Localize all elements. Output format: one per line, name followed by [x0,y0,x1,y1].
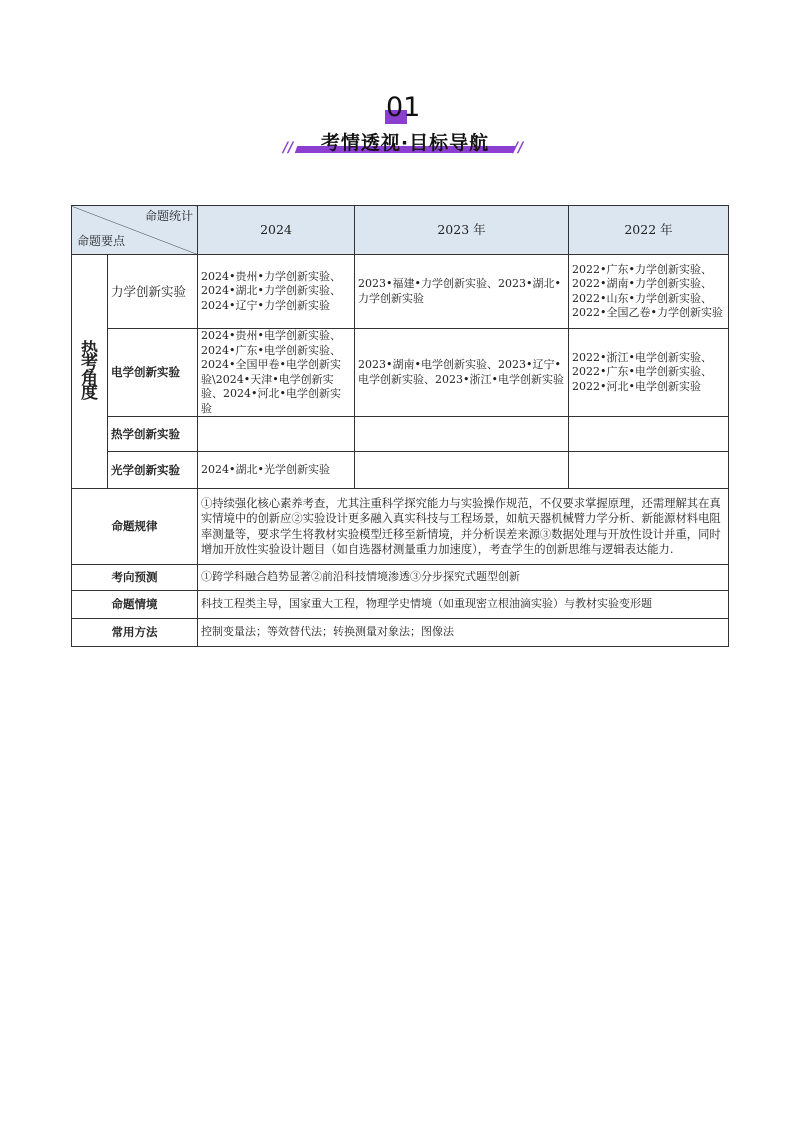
slash-left-decoration: // [283,140,294,156]
table-row [72,255,729,329]
corner-label-stats: 命题统计 [144,209,193,223]
table-cell: 2024•贵州•力学创新实验、2024•湖北•力学创新实验、2024•辽宁•力学创新实验 [198,255,355,329]
summary-label: 常用方法 [72,619,198,647]
year-header: 2023 年 [355,206,569,255]
group-label-hot-topics [72,255,108,489]
year-header: 2024 [198,206,355,255]
table-cell [198,417,355,452]
year-header: 2022 年 [569,206,729,255]
summary-text: ①持续强化核心素养考查，尤其注重科学探究能力与实验操作规范，不仅要求掌握原理，还需理解其在真实情境中的创新应②实验设计更多融入真实科技与工程场景，如航天器机械臂力学分析、新能源材料电阻率测量等，要求学生将教材实验模型迁移至新情境，并分析误差来源③数据处理与开放性设计并重，同时增加开放性实验设计题目（如自选器材测量重力加速度），考查学生的创新思维与逻辑表达能力. [198,489,729,565]
group-label-char: 热 [81,339,98,360]
summary-text: ①跨学科融合趋势显著②前沿科技情境渗透③分步探究式题型创新 [198,565,729,591]
table-cell: 2024•贵州•电学创新实验、2024•广东•电学创新实验、2024•全国甲卷•电学创新实验\2024•天津•电学创新实验、2024•河北•电学创新实验 [198,329,355,417]
exam-analysis-table [71,205,729,647]
summary-label: 命题规律 [72,489,198,565]
summary-row [72,565,729,591]
summary-label: 命题情境 [72,591,198,619]
summary-text: 科技工程类主导，国家重大工程，物理学史情境（如重现密立根油滴实验）与教材实验变形题 [198,591,729,619]
table-cell [569,452,729,489]
section-number: 01 [386,92,421,123]
table-row [72,417,729,452]
table-row [72,452,729,489]
header-corner-cell [72,206,198,255]
corner-label-points: 命题要点 [77,233,126,248]
group-label-char: 考 [81,354,98,374]
summary-row [72,489,729,565]
group-label-char: 角 [81,368,98,389]
table-cell: 2023•福建•力学创新实验、2023•湖北•力学创新实验 [355,255,569,329]
summary-label: 考向预测 [72,565,198,591]
slash-right-decoration: // [513,140,524,156]
section-title: 考情透视·目标导航 [320,132,490,154]
table-cell: 2022•浙江•电学创新实验、2022•广东•电学创新实验、2022•河北•电学创新实验 [569,329,729,417]
table-cell: 2023•湖南•电学创新实验、2023•辽宁•电学创新实验、2023•浙江•电学创新实验 [355,329,569,417]
table-cell: 2022•广东•力学创新实验、2022•湖南•力学创新实验、2022•山东•力学创新实验、2022•全国乙卷•力学创新实验 [569,255,729,329]
summary-row [72,591,729,619]
table-row [72,329,729,417]
row-label: 光学创新实验 [108,452,198,489]
row-label: 热学创新实验 [108,417,198,452]
table-cell [569,417,729,452]
row-label: 电学创新实验 [108,329,198,417]
table-cell [355,452,569,489]
row-label: 力学创新实验 [108,255,198,329]
group-label-char: 度 [81,383,98,403]
table-cell [355,417,569,452]
summary-row [72,619,729,647]
header-row [72,206,729,255]
summary-text: 控制变量法；等效替代法；转换测量对象法；图像法 [198,619,729,647]
table-cell: 2024•湖北•光学创新实验 [198,452,355,489]
